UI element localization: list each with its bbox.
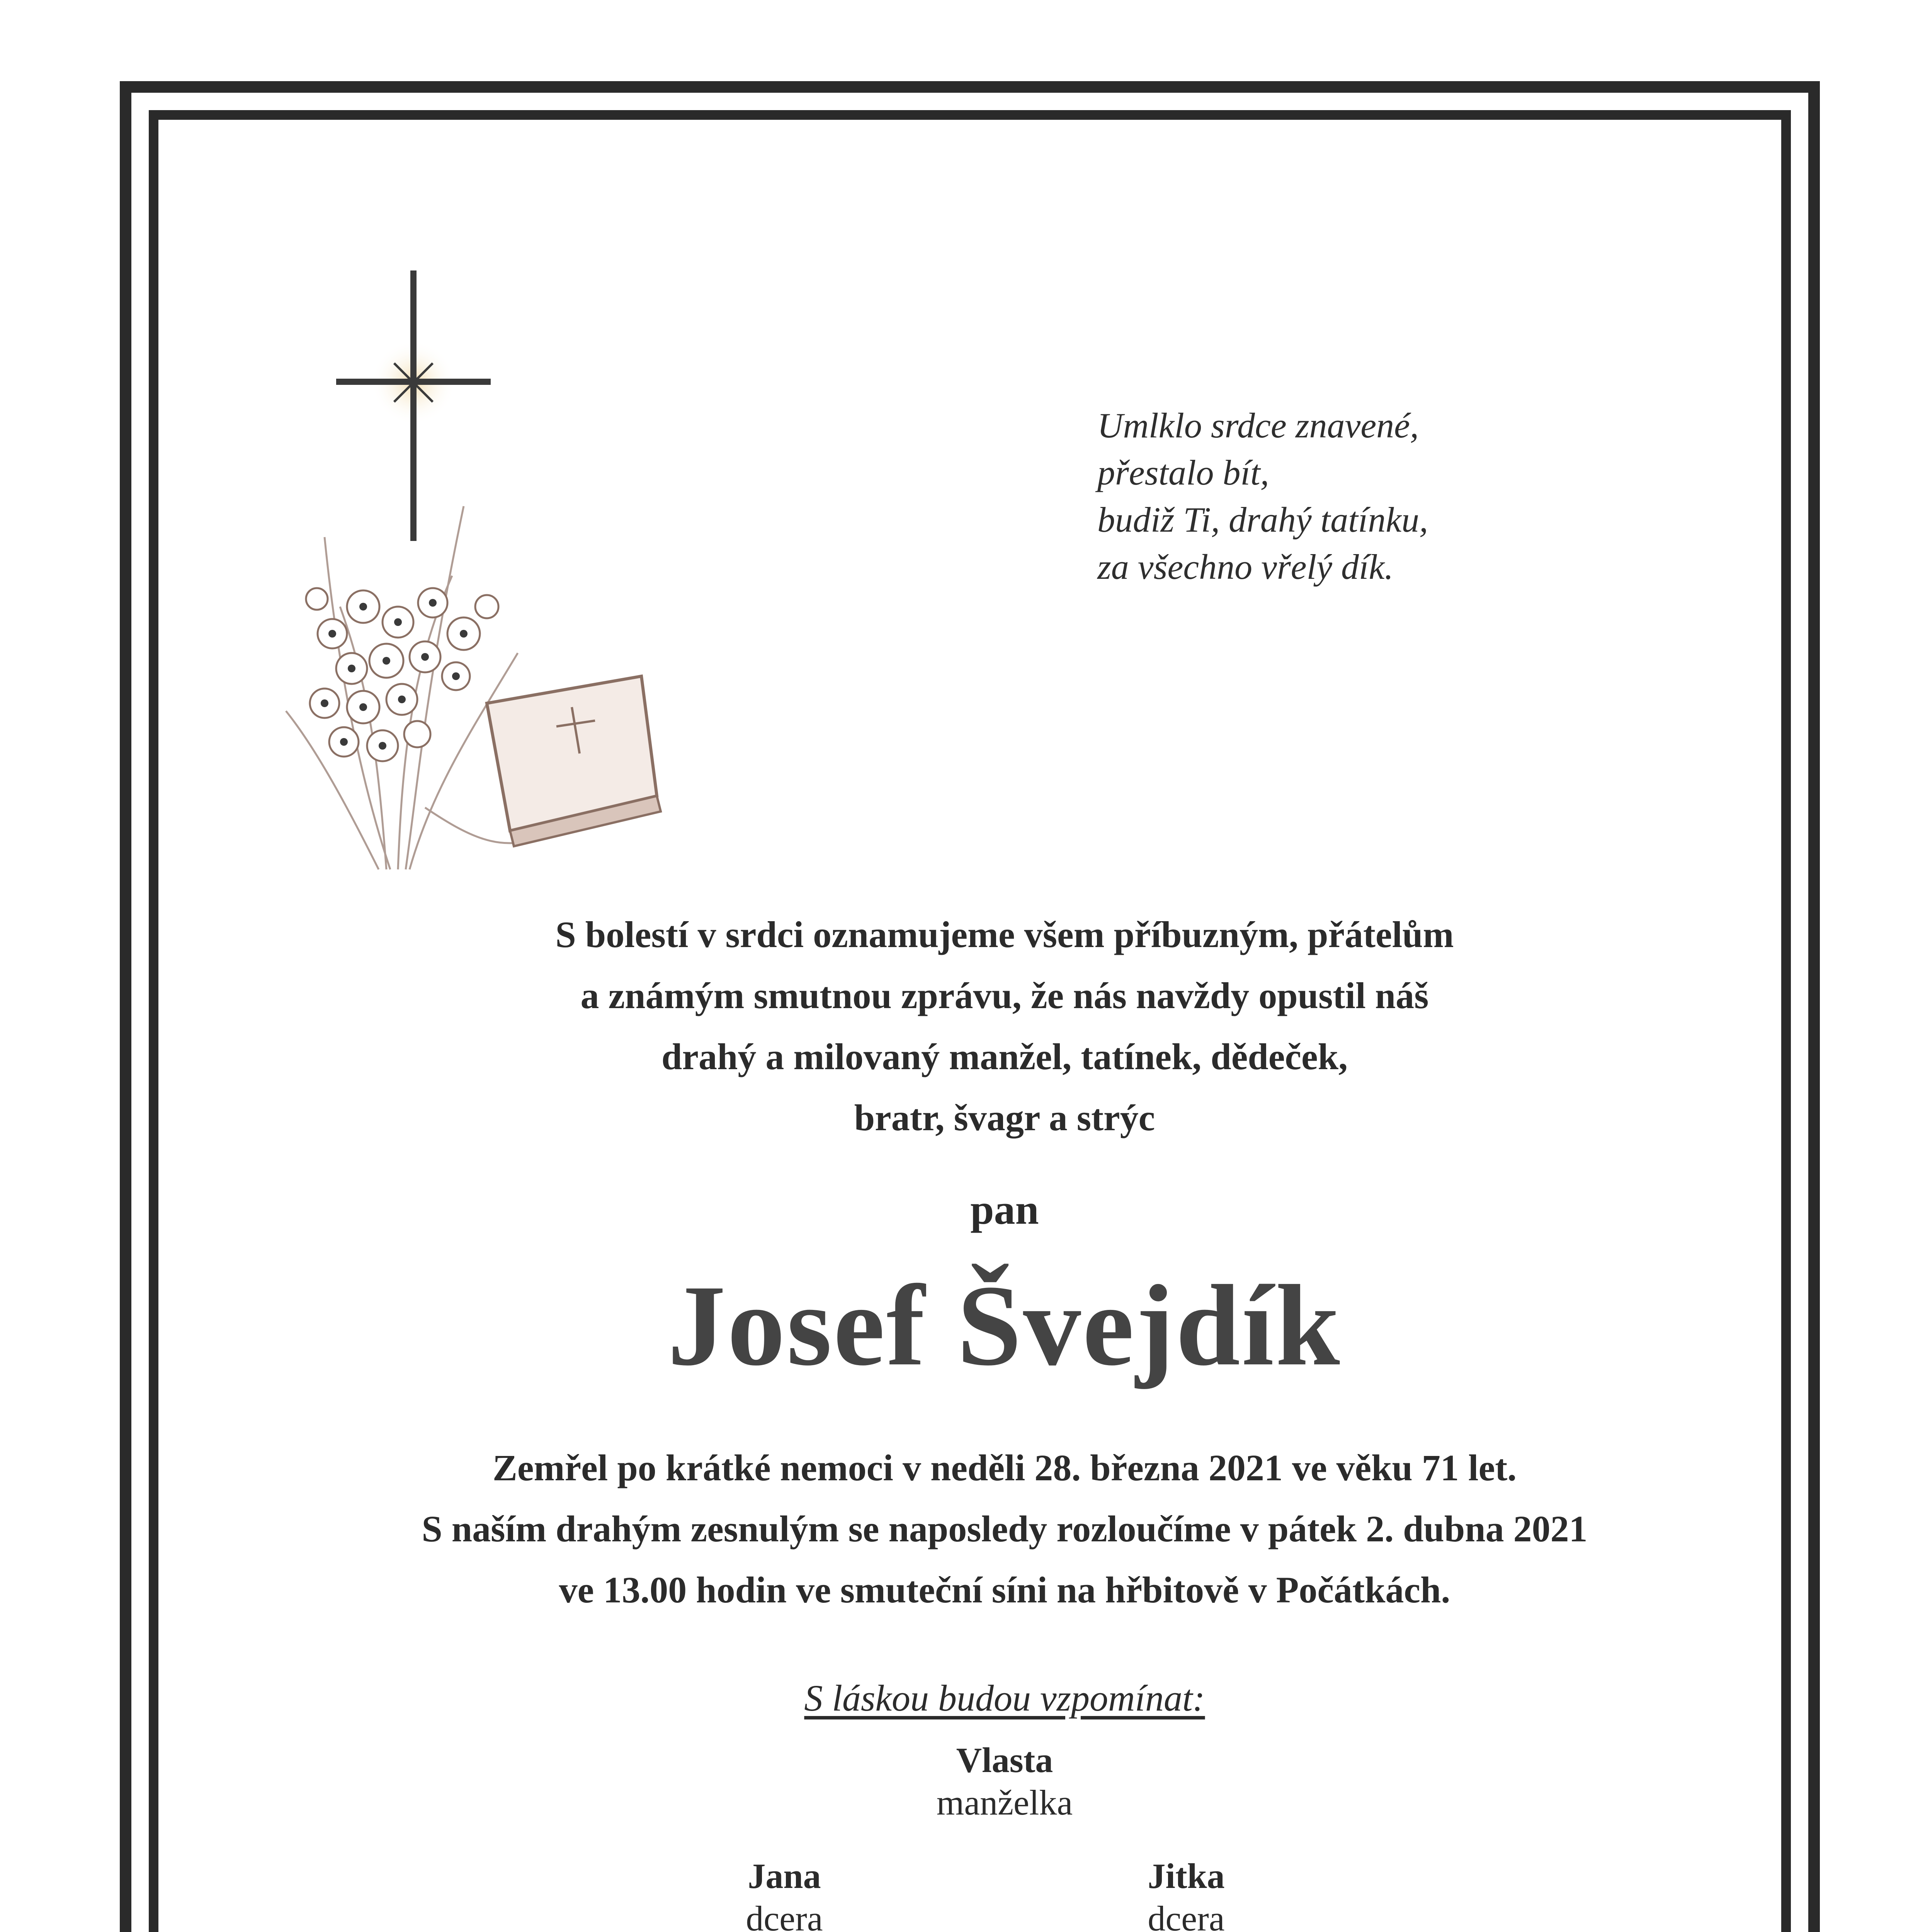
death-info	[155, 1437, 1855, 1621]
book-icon	[487, 676, 661, 846]
announcement-line: drahý a milovaný manžel, tatínek, dědeček,	[661, 1036, 1348, 1077]
mourner-daughter-right	[974, 1855, 1399, 1932]
mourner-relation: dcera	[1148, 1899, 1225, 1932]
mourner-name: Vlasta	[956, 1740, 1053, 1780]
announcement-text	[155, 904, 1855, 1148]
death-info-line: ve 13.00 hodin ve smuteční síni na hřbitově v Počátkách.	[559, 1569, 1450, 1611]
mourners-heading	[155, 1673, 1855, 1723]
announcement-line: S bolestí v srdci oznamujeme všem příbuzným, přátelům	[555, 914, 1454, 955]
cross-flowers-ornament	[270, 267, 695, 904]
mourner-name: Jitka	[1148, 1856, 1225, 1896]
mourner-relation: dcera	[746, 1899, 823, 1932]
poem-line: budiž Ti, drahý tatínku,	[1097, 500, 1428, 539]
poem-line: Umlklo srdce znavené,	[1097, 406, 1419, 445]
death-info-line: S naším drahým zesnulým se naposledy rozloučíme v pátek 2. dubna 2021	[422, 1508, 1588, 1549]
announcement-line: a známým smutnou zprávu, že nás navždy opustil náš	[580, 975, 1429, 1016]
mourner-name: Jana	[748, 1856, 821, 1896]
mourner-wife	[425, 1739, 1584, 1824]
poem	[1097, 402, 1638, 590]
mourners-heading-text: S láskou budou vzpomínat:	[804, 1677, 1205, 1719]
poem-line: přestalo bít,	[1097, 453, 1269, 492]
deceased-title: pan	[970, 1186, 1039, 1233]
mourner-daughter-left	[572, 1855, 997, 1932]
announcement-line: bratr, švagr a strýc	[854, 1097, 1155, 1138]
deceased-name: Josef Švejdík	[668, 1261, 1342, 1389]
cross-icon	[336, 270, 491, 541]
poem-line: za všechno vřelý dík.	[1097, 547, 1394, 587]
mourner-relation: manželka	[936, 1783, 1073, 1822]
death-info-line: Zemřel po krátké nemoci v neděli 28. března 2021 ve věku 71 let.	[492, 1447, 1517, 1488]
